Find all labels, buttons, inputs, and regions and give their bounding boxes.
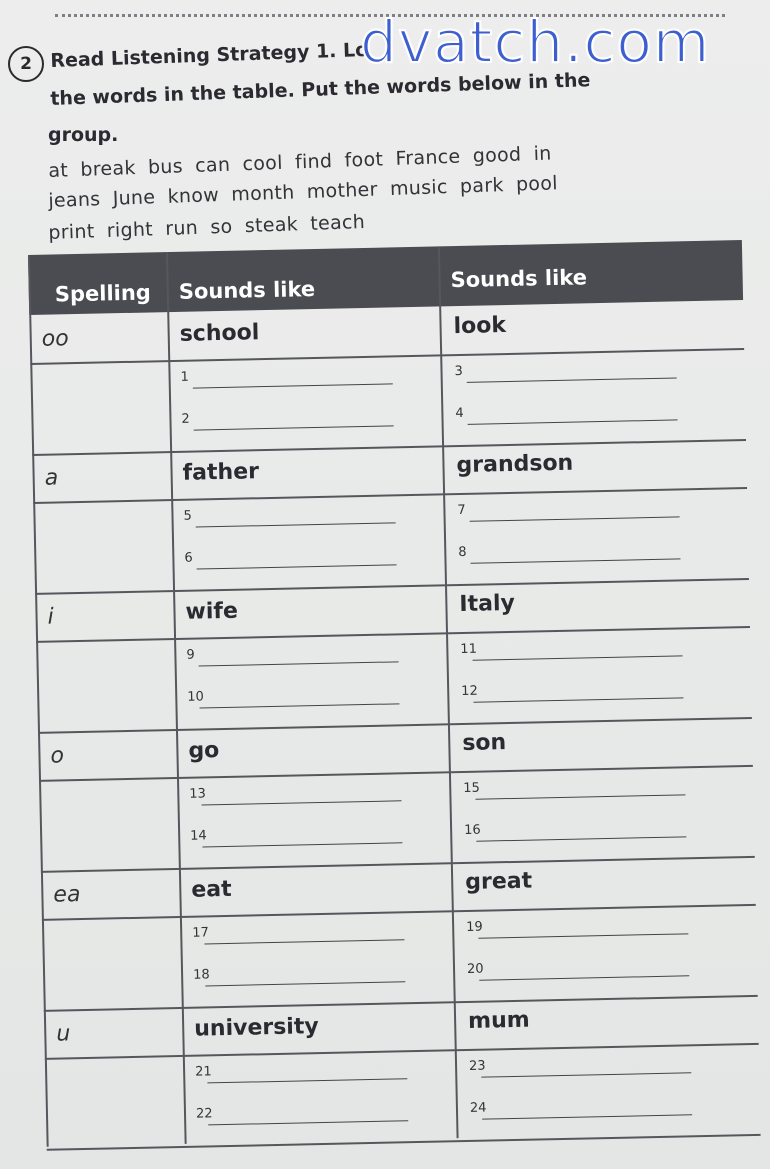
example-word: school [179,320,260,347]
answer-number: 15 [463,780,480,796]
answer-number: 22 [195,1106,213,1122]
example-word: great [464,868,533,895]
word-bank-line-1: at break bus can cool find foot France good in [48,142,552,182]
answer-number: 14 [190,828,207,844]
example-word: mum [467,1007,530,1034]
table-row [36,626,752,734]
answer-number: 10 [187,689,204,705]
table-row [39,765,755,873]
instruction-line-2: the words in the table. Put the words below in the [50,69,591,110]
example-word: son [462,730,507,757]
answer-number: 24 [469,1100,487,1116]
header-sounds-like-2: Sounds like [450,265,588,293]
example-word: wife [185,598,239,625]
answer-number: 12 [461,683,478,700]
example-word: grandson [456,450,574,479]
spelling-cell: a [44,465,59,491]
table-row [42,904,758,1012]
table-row [33,487,749,595]
answer-number: 6 [184,550,193,566]
word-bank-line-3: print right run so steak teach [48,210,366,244]
answer-number: 20 [466,961,484,977]
answer-number: 19 [466,919,483,935]
answer-number: 1 [180,369,190,385]
table-row [30,348,746,456]
answer-number: 18 [192,967,210,983]
spelling-cell: o [50,743,65,769]
header-sounds-like-1: Sounds like [178,276,316,304]
answer-number: 21 [194,1064,212,1080]
spelling-cell: oo [41,326,69,352]
watermark: dvatch.com [360,8,711,76]
table-row [45,1043,761,1151]
example-word: go [188,738,220,764]
example-word: eat [191,876,232,903]
spelling-cell: u [56,1021,71,1047]
answer-number: 17 [192,925,209,941]
answer-number: 4 [455,405,464,422]
instruction-line-3: group. [48,124,119,146]
answer-number: 3 [454,363,463,380]
sound-table [28,239,770,1146]
answer-number: 13 [189,786,207,802]
example-word: Italy [459,590,516,618]
example-word: look [453,313,507,340]
exercise-number-badge: 2 [8,46,44,82]
example-word: father [182,459,260,486]
answer-number: 2 [181,411,190,427]
word-bank-line-2: jeans June know month mother music park pool [48,172,559,212]
answer-number: 23 [468,1058,486,1074]
instruction-line-1: Read Listening Strategy 1. Lo [50,38,369,72]
answer-number: 7 [457,502,466,519]
answer-number: 11 [460,641,478,658]
spelling-cell: i [47,604,54,630]
example-word: university [193,1014,319,1042]
answer-number: 9 [186,647,195,663]
spelling-cell: ea [53,882,81,908]
answer-number: 5 [183,508,192,524]
answer-number: 16 [463,822,481,838]
answer-number: 8 [458,544,467,561]
header-spelling: Spelling [54,280,152,307]
